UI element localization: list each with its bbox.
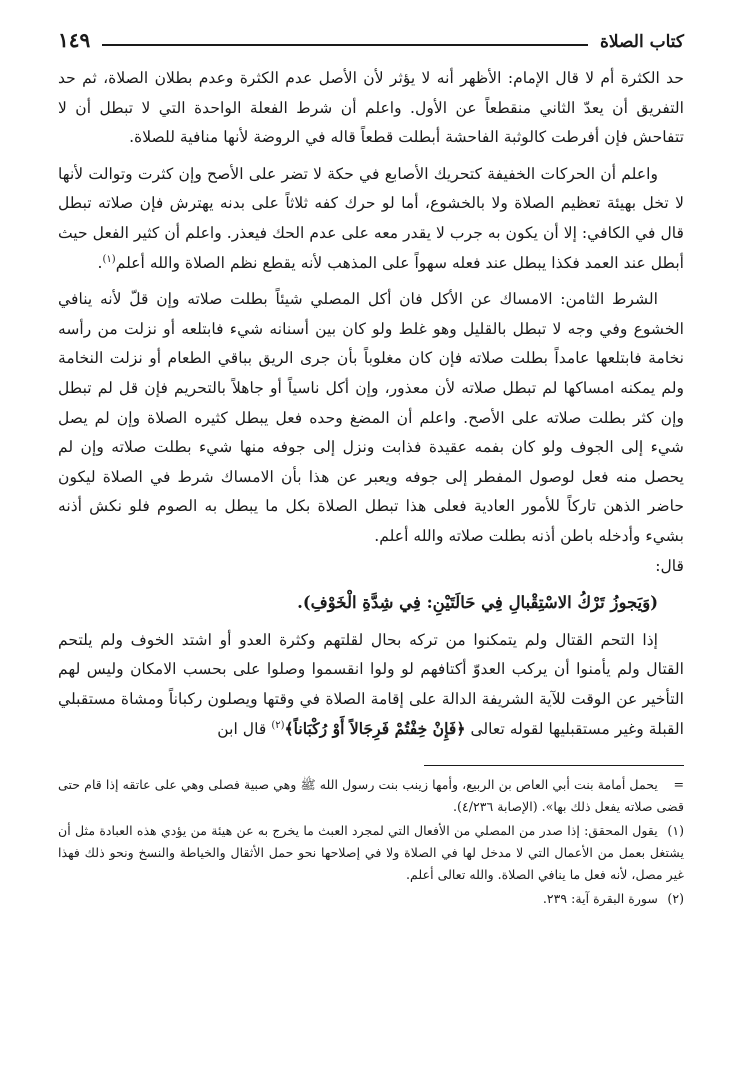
qala-label: قال: (655, 556, 684, 575)
footnote-1 (58, 820, 684, 886)
footnote-continuation-marker: = (673, 777, 684, 793)
matn-quote (58, 588, 684, 619)
footnote-2-text: سورة البقرة آية: ٢٣٩. (542, 891, 658, 907)
footnote-2-marker: (٢) (667, 891, 684, 907)
matn-text: (وَيَجوزُ تَرْكُ الاسْتِقْبالِ فِي حَالَتَيْنِ: فِي شِدَّةِ الْخَوْفِ). (297, 593, 658, 613)
paragraph-4-end: قال ابن (217, 720, 267, 739)
paragraph-2: واعلم أن الحركات الخفيفة كتحريك الأصابع في حكة لا تضر على الأصح وإن كثرت وتوالت لأنها لا تخل بهيئة تعظيم الصلاة ولا بالخشوع، أما لو حرك كفه ثلاثاً على بدنه يهترش فإن صلاته تبطل قال في الكافي: إلا أن يكون به جرب لا يقدر معه على عدم الحك فيعذر. واعلم أن كثير الفعل حيث أبطل عند العمد فكذا يبطل عند فعله سهواً على المذهب لأنه يقطع نظم الصلاة والله أعلم$^{(١)}$. (58, 164, 684, 272)
header-rule (102, 44, 588, 46)
footnote-2 (58, 888, 684, 910)
paragraph-4 (58, 626, 684, 745)
footnote-continuation-text: يحمل أمامة بنت أبي العاص بن الربيع، وأمها زينب بنت رسول الله ﷺ وهي صبية فصلى وهي على عاتقه إذا قام حتى قضى صلاته يفعل ذلك بها». (الإصابة ٤/٢٣٦). (58, 777, 684, 815)
book-page (58, 26, 684, 1044)
paragraph-3: الشرط الثامن: الامساك عن الأكل فان أكل المصلي شيئاً بطلت صلاته وإن قلّ لأنه ينافي الخشوع وفي وجه لا تبطل بالقليل وهو غلط ولو كان بين أسنانه شيء فابتلعه أو نزلت من رأسه نخامة فابتلعها عامداً بطلت صلاته فإن كان مغلوباً بأن جرى الريق بباقي الطعام أو نزلت النخامة ولم يمكنه امساكها لم تبطل صلاته لأن معذور، وإن أكل ناسياً أو جاهلاً بالتحريم فإن قل لم تبطل وإن كثر بطلت صلاته على الأصح. واعلم أن المضغ وحده فعل يبطل كثيره الصلاة وإن لم يصل شيء إلى الجوف ولو كان بفمه عقيدة فذابت ونزل إلى جوفه منها شيء بطلت صلاته وإن لم يحصل منه فعل لوصول المفطر إلى جوفه ويعبر عن هذا بأن الامساك شرط في الصلاة ليكون حاضر الذهن تاركاً للأمور العادية فعلى هذا تبطل الصلاة بكل ما يبطل به الصوم فلو نكش أذنه بشيء وأدخله باطن أذنه بطلت صلاته والله أعلم. (58, 290, 684, 545)
book-title: كتاب الصلاة (599, 32, 684, 52)
running-header (58, 26, 684, 52)
footnote-1-marker: (١) (667, 823, 684, 839)
footnote-1-text: يقول المحقق: إذا صدر من المصلي من الأفعال التي لمجرد العبث ما يخرج به عن هيئة من يؤدي هذه العبادة مثل أن يشتغل بعمل من الأعمال التي لا مدخل لها في الصلاة ولا في إصلاحها نحو حمل الأثقال والخياطة والنسخ ونحو ذلك فهذا غير مصل، لأنه فعل ما ينافي الصلاة. والله تعالى أعلم. (58, 823, 684, 883)
footnote-ref-1: (١) (102, 253, 116, 265)
quran-verse: ﴿فَإِنْ خِفْتُمْ فَرِجَالاً أَوْ رُكْبَاناً﴾ (284, 719, 466, 739)
footnote-separator (424, 765, 684, 766)
paragraph-1: حد الكثرة أم لا قال الإمام: الأظهر أنه لا يؤثر لأن الأصل عدم الكثرة وعدم بطلان الصلاة، ثم حد التفريق أن يعدّ الثاني منقطعاً عن الأول. واعلم أن شرط الفعلة الواحدة التي لا تبطل أن لا تتفاحش فإن أفرطت كالوثبة الفاحشة أبطلت قطعاً قاله في الروضة لأنها منافية للصلاة. (58, 69, 684, 147)
main-text (58, 64, 684, 745)
page-number: ١٤٩ (58, 28, 91, 52)
footnote-continuation (58, 774, 684, 818)
footnotes (58, 774, 684, 910)
paragraph-2-text: واعلم أن الحركات الخفيفة كتحريك الأصابع في حكة لا تضر على الأصح وإن كثرت وتوالت لأنها لا تخل بهيئة تعظيم الصلاة ولا بالخشوع، أما لو حرك كفه ثلاثاً على بدنه يهترش فإن صلاته تبطل قال في الكافي: إلا أن يكون به جرب لا يقدر معه على عدم الحك فيعذر. واعلم أن كثير الفعل حيث أبطل عند العمد فكذا يبطل عند فعله سهواً على المذهب لأنه يقطع نظم الصلاة والله أعلم (58, 164, 684, 272)
paragraph-4-text: إذا التحم القتال ولم يتمكنوا من تركه بحال لقلتهم وكثرة العدو أو اشتد الخوف ولم يلتحم القتال ولم يأمنوا أن يركب العدوّ أكتافهم لو ولوا انقسموا وصلوا على بحسب الامكان وليس لهم التأخير عن الوقت للآية الشريفة الدالة على إقامة الصلاة في وقتها ويصلون ركباناً ومشاة مستقبلي القبلة وغير مستقبليها لقوله تعالى (58, 630, 684, 739)
footnote-ref-2: (٢) (271, 720, 285, 732)
